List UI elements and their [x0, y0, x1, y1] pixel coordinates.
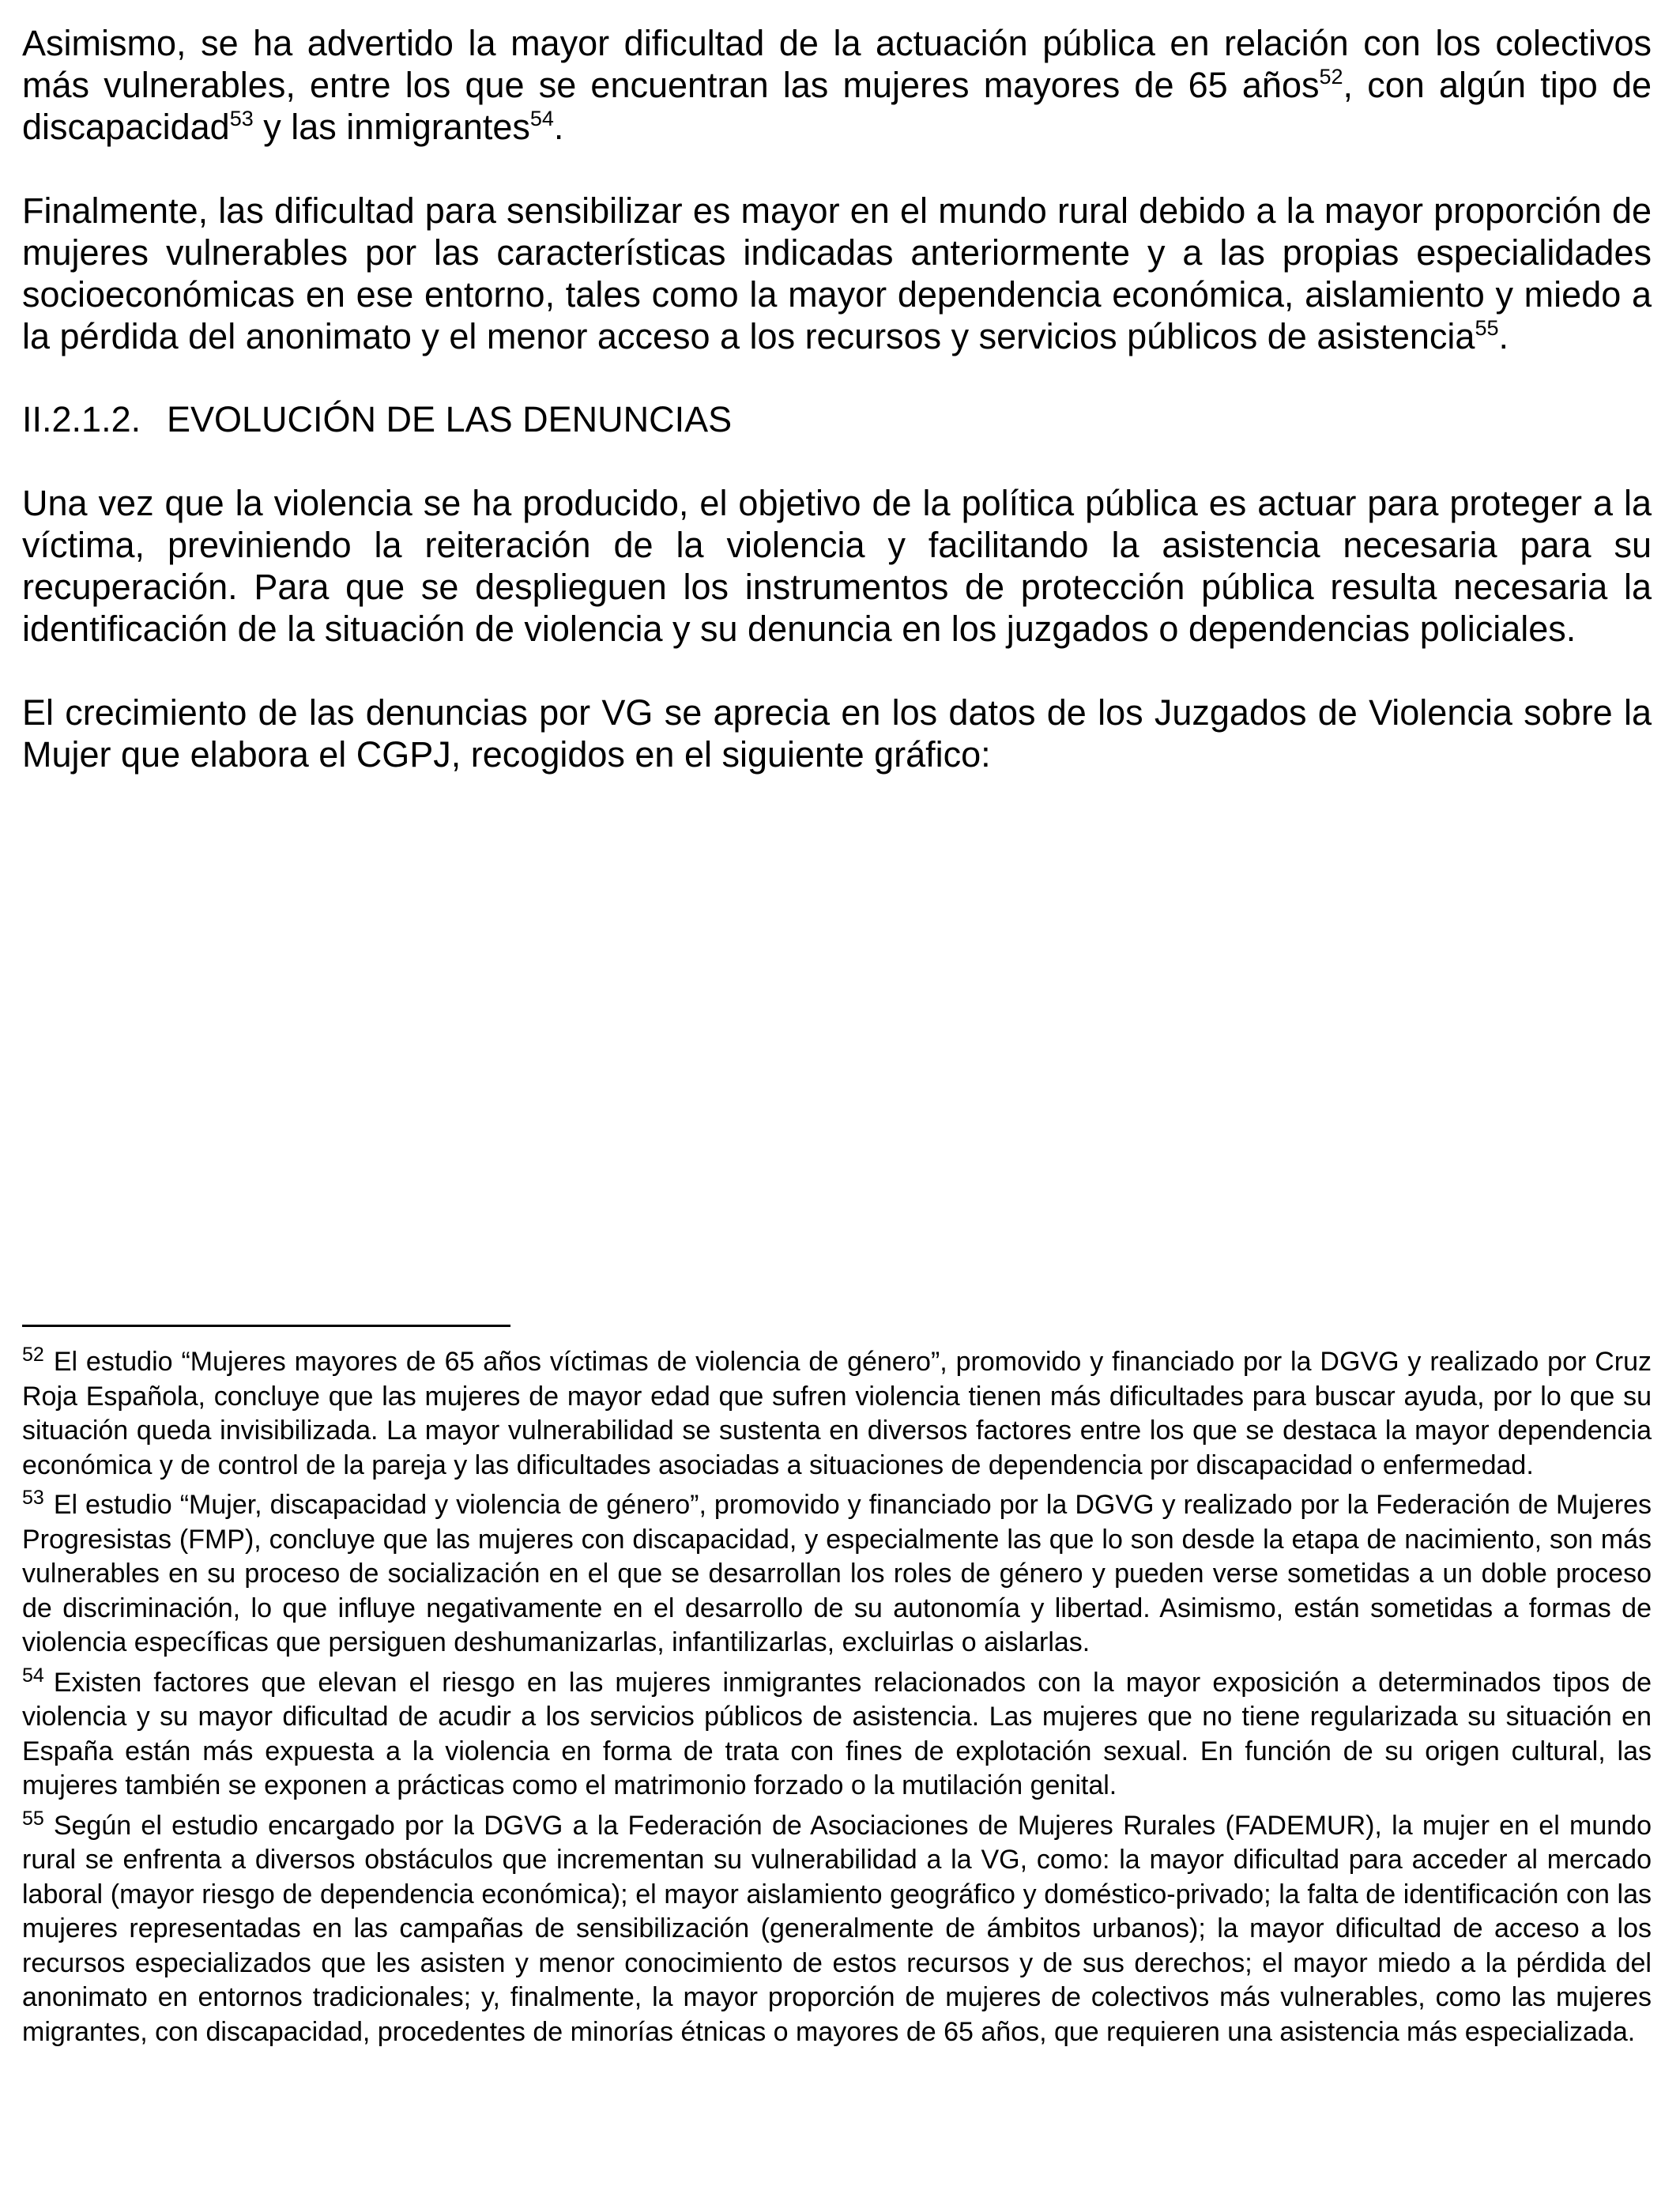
footnote-reference[interactable]: 52: [1319, 65, 1343, 89]
body-paragraph: Una vez que la violencia se ha producido, el objetivo de la política pública es actuar para proteger a la víctima, previniendo la reiteración de la violencia y facilitando la asistencia necesaria para su recuperación. Para que se desplieguen los instrumentos de protección pública resulta necesaria la identificación de la situación de violencia y su denuncia en los juzgados o dependencias policiales.: [22, 483, 1652, 649]
document-page: [22, 22, 1652, 775]
footnote-reference[interactable]: 53: [229, 107, 254, 130]
body-paragraph: [22, 22, 1652, 148]
section-number: II.2.1.2.: [22, 399, 141, 439]
section-title: EVOLUCIÓN DE LAS DENUNCIAS: [167, 399, 733, 439]
footnote-text: Según el estudio encargado por la DGVG a la Federación de Asociaciones de Mujeres Rurales (FADEMUR), la mujer en el mundo rural se enfrenta a diversos obstáculos que incrementan su vulnerabilidad a la VG, como: la mayor dificultad para acceder al mercado laboral (mayor riesgo de dependencia económica); el mayor aislamiento geográfico y doméstico-privado; la falta de identificación con las mujeres representadas en las campañas de sensibilización (generalmente de ámbitos urbanos); la mayor dificultad de acceso a los recursos especializados que les asisten y menor conocimiento de estos recursos y de sus derechos; el mayor miedo a la pérdida del anonimato en entornos tradicionales; y, finalmente, la mayor proporción de mujeres de colectivos más vulnerables, como las mujeres migrantes, con discapacidad, procedentes de minorías étnicas o mayores de 65 años, que requieren una asistencia más especializada.: [22, 1810, 1652, 2047]
footnote-text: El estudio “Mujer, discapacidad y violencia de género”, promovido y financiado por la DGVG y realizado por la Federación de Mujeres Progresistas (FMP), concluye que las mujeres con discapacidad, y especialmente las que lo son desde la etapa de nacimiento, son más vulnerables en su proceso de socialización en el que se desarrollan los roles de género y pueden verse sometidas a un doble proceso de discriminación, lo que influye negativamente en el desarrollo de su autonomía y libertad. Asimismo, están sometidas a formas de violencia específicas que persiguen deshumanizarlas, infantilizarlas, excluirlas o aislarlas.: [22, 1490, 1652, 1657]
footnote-reference[interactable]: 54: [529, 107, 554, 130]
footnote: [22, 1345, 1652, 1483]
section-heading: [22, 398, 1652, 440]
footnote-text: Existen factores que elevan el riesgo en las mujeres inmigrantes relacionados con la mayor exposición a determinados tipos de violencia y su mayor dificultad de acudir a los servicios públicos de asistencia. Las mujeres que no tiene regularizada su situación en España están más expuesta a la violencia en forma de trata con fines de explotación sexual. En función de su origen cultural, las mujeres también se exponen a prácticas como el matrimonio forzado o la mutilación genital.: [22, 1667, 1652, 1800]
footnote-mark: 54: [22, 1664, 44, 1687]
footnotes: [22, 1345, 1652, 2055]
body-paragraph: El crecimiento de las denuncias por VG se aprecia en los datos de los Juzgados de Violencia sobre la Mujer que elabora el CGPJ, recogidos en el siguiente gráfico:: [22, 692, 1652, 775]
footnote: [22, 1666, 1652, 1804]
paragraph-text: Asimismo, se ha advertido la mayor dificultad de la actuación pública en relación con los colectivos más vulnerables, entre los que se encuentran las mujeres mayores de 65 años: [22, 23, 1652, 105]
paragraph-text: , con algún tipo de discapacidad: [22, 65, 1652, 147]
footnote: [22, 1488, 1652, 1661]
paragraph-text: .: [1498, 316, 1509, 356]
footnote: [22, 1809, 1652, 2050]
footnote-mark: 52: [22, 1344, 44, 1366]
paragraph-text: y las inmigrantes: [253, 107, 530, 147]
footnote-mark: 53: [22, 1487, 44, 1509]
body-paragraph: [22, 190, 1652, 357]
paragraph-text: .: [553, 107, 564, 147]
footnote-separator: [22, 1325, 510, 1327]
footnote-mark: 55: [22, 1807, 44, 1830]
footnote-reference[interactable]: 55: [1475, 316, 1499, 340]
footnote-text: El estudio “Mujeres mayores de 65 años víctimas de violencia de género”, promovido y financiado por la DGVG y realizado por Cruz Roja Española, concluye que las mujeres de mayor edad que sufren violencia tienen más dificultades para buscar ayuda, por lo que su situación queda invisibilizada. La mayor vulnerabilidad se sustenta en diversos factores entre los que se destaca la mayor dependencia económica y de control de la pareja y las dificultades asociadas a situaciones de dependencia por discapacidad o enfermedad.: [22, 1347, 1652, 1480]
paragraph-text: Finalmente, las dificultad para sensibilizar es mayor en el mundo rural debido a la mayor proporción de mujeres vulnerables por las características indicadas anteriormente y a las propias especialidades socioeconómicas en ese entorno, tales como la mayor dependencia económica, aislamiento y miedo a la pérdida del anonimato y el menor acceso a los recursos y servicios públicos de asistencia: [22, 190, 1652, 356]
